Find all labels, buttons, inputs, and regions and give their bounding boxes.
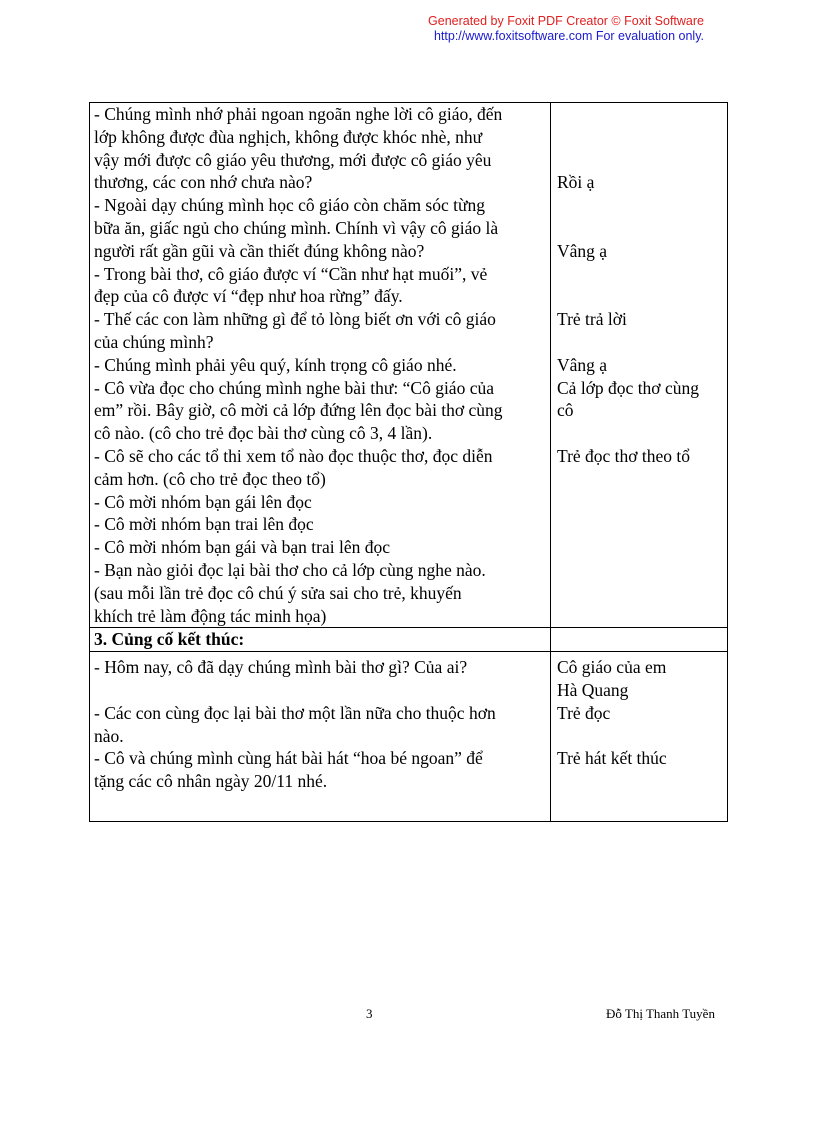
child-activity-cell: [551, 628, 728, 652]
text-line: [94, 679, 544, 702]
text-line: - Hôm nay, cô đã dạy chúng mình bài thơ gì? Của ai?: [94, 657, 468, 678]
text-line: [557, 149, 723, 172]
teacher-activity-cell: [90, 652, 551, 822]
text-line: của chúng mình?: [94, 331, 214, 352]
text-line: [557, 194, 723, 217]
table-row: [90, 652, 728, 822]
text-line: - Cô mời nhóm bạn trai lên đọc: [94, 514, 314, 535]
text-line: [557, 331, 723, 354]
table-row: [90, 628, 728, 652]
text-line: Cả lớp đọc thơ cùng: [557, 377, 699, 398]
text-line: - Trong bài thơ, cô giáo được ví “Cần như hạt muối”, vẻ: [94, 263, 488, 284]
text-line: lớp không được đùa nghịch, không được khóc nhè, như: [94, 126, 483, 147]
text-line: thương, các con nhớ chưa nào?: [94, 172, 313, 193]
watermark-line-2: http://www.foxitsoftware.com For evaluation only.: [433, 29, 704, 43]
child-activity-cell: [551, 103, 728, 628]
teacher-activity-cell: [90, 103, 551, 628]
text-line: (sau mỗi lần trẻ đọc cô chú ý sửa sai cho trẻ, khuyến: [94, 582, 462, 603]
text-line: [557, 217, 723, 240]
text-line: Trẻ hát kết thúc: [557, 748, 667, 769]
page-number: 3: [366, 1006, 373, 1021]
text-line: Trẻ trả lời: [557, 309, 627, 330]
text-line: Vâng ạ: [557, 354, 608, 375]
text-line: tặng các cô nhân ngày 20/11 nhé.: [94, 771, 328, 792]
table-row: [90, 103, 728, 628]
text-line: cô: [557, 400, 574, 421]
text-line: đẹp của cô được ví “đẹp như hoa rừng” đấy.: [94, 286, 403, 307]
text-line: - Cô mời nhóm bạn gái và bạn trai lên đọc: [94, 537, 390, 558]
text-line: [557, 103, 723, 126]
text-line: [557, 263, 723, 286]
text-line: - Cô mời nhóm bạn gái lên đọc: [94, 491, 312, 512]
footer-author: Đỗ Thị Thanh Tuyền: [606, 1006, 715, 1021]
text-line: [557, 126, 723, 149]
text-line: - Cô vừa đọc cho chúng mình nghe bài thư: “Cô giáo của: [94, 377, 494, 398]
text-line: em” rồi. Bây giờ, cô mời cả lớp đứng lên đọc bài thơ cùng: [94, 400, 503, 421]
text-line: nào.: [94, 725, 124, 746]
text-line: khích trẻ làm động tác minh họa): [94, 605, 327, 626]
text-line: Trẻ đọc thơ theo tổ: [557, 445, 691, 466]
text-line: - Các con cùng đọc lại bài thơ một lần nữa cho thuộc hơn: [94, 702, 496, 723]
text-line: [557, 285, 723, 308]
text-line: cảm hơn. (cô cho trẻ đọc theo tổ): [94, 468, 326, 489]
text-line: Rồi ạ: [557, 172, 595, 193]
watermark-line-1: Generated by Foxit PDF Creator © Foxit Software: [428, 14, 704, 28]
text-line: Hà Quang: [557, 679, 629, 700]
pdf-creator-watermark: [380, 14, 704, 44]
text-line: [557, 422, 723, 445]
text-line: - Cô sẽ cho các tổ thi xem tổ nào đọc thuộc thơ, đọc diễn: [94, 445, 493, 466]
text-line: vậy mới được cô giáo yêu thương, mới được cô giáo yêu: [94, 149, 492, 170]
text-line: [557, 725, 723, 748]
text-line: - Bạn nào giỏi đọc lại bài thơ cho cả lớp cùng nghe nào.: [94, 559, 486, 580]
text-line: Cô giáo của em: [557, 657, 667, 678]
text-line: - Chúng mình nhớ phải ngoan ngoãn nghe lời cô giáo, đến: [94, 104, 503, 124]
section-heading: 3. Củng cố kết thúc:: [90, 628, 551, 652]
text-line: - Cô và chúng mình cùng hát bài hát “hoa bé ngoan” để: [94, 748, 483, 769]
text-line: Vâng ạ: [557, 240, 608, 261]
text-line: - Thế các con làm những gì để tỏ lòng biết ơn với cô giáo: [94, 309, 496, 330]
text-line: - Chúng mình phải yêu quý, kính trọng cô giáo nhé.: [94, 354, 457, 375]
child-activity-cell: [551, 652, 728, 822]
text-line: bữa ăn, giấc ngủ cho chúng mình. Chính vì vậy cô giáo là: [94, 217, 499, 238]
text-line: người rất gần gũi và cần thiết đúng không nào?: [94, 240, 425, 261]
text-line: Trẻ đọc: [557, 702, 611, 723]
lesson-activity-table: [89, 102, 728, 822]
text-line: cô nào. (cô cho trẻ đọc bài thơ cùng cô 3, 4 lần).: [94, 423, 433, 444]
text-line: - Ngoài dạy chúng mình học cô giáo còn chăm sóc từng: [94, 195, 485, 216]
